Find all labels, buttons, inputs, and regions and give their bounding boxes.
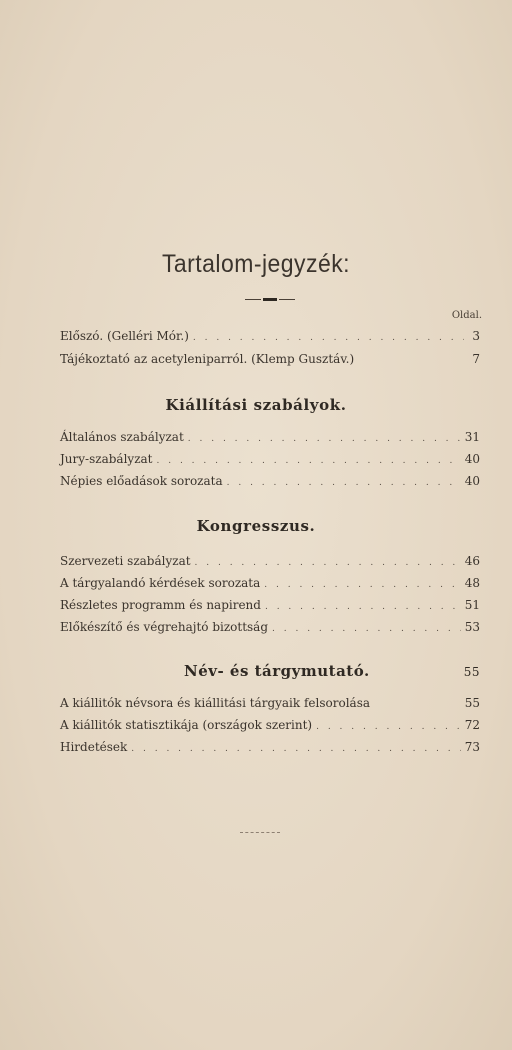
toc-entry bbox=[60, 553, 480, 571]
toc-entry-page: 3 bbox=[472, 329, 480, 343]
toc-entry bbox=[60, 429, 480, 447]
toc-entry bbox=[60, 328, 480, 346]
toc-entry-page: 53 bbox=[464, 620, 480, 634]
leader-dots bbox=[193, 330, 464, 346]
title-ornament bbox=[240, 297, 300, 301]
toc-entry-label: Általános szabályzat bbox=[60, 430, 184, 444]
toc-entry bbox=[60, 575, 480, 593]
toc-entry-label: A tárgyalandó kérdések sorozata bbox=[60, 576, 261, 590]
leader-dots bbox=[316, 719, 461, 735]
toc-entry bbox=[60, 695, 480, 711]
leader-dots bbox=[131, 741, 460, 757]
end-ornament bbox=[240, 832, 280, 834]
leader-dots bbox=[188, 431, 461, 447]
toc-entry-page: 46 bbox=[464, 554, 480, 568]
section-heading: Kongresszus. bbox=[196, 517, 316, 535]
toc-entry-page: 7 bbox=[472, 352, 480, 366]
toc-entry-page: 48 bbox=[464, 576, 480, 590]
section-heading: Név- és tárgymutató. bbox=[184, 662, 370, 680]
section-heading-row bbox=[60, 662, 480, 680]
toc-entry-label: Népies előadások sorozata bbox=[60, 474, 223, 488]
toc-entry-label: Hirdetések bbox=[60, 740, 128, 754]
page-column-header: Oldal. bbox=[451, 310, 482, 321]
toc-entry-page: 40 bbox=[464, 452, 480, 466]
toc-entry-label: A kiállitók névsora és kiállitási tárgyaik felsorolása bbox=[60, 696, 371, 710]
section-heading-page: 55 bbox=[463, 665, 480, 679]
leader-dots bbox=[272, 621, 461, 637]
section-heading: Kiállítási szabályok. bbox=[165, 396, 347, 414]
toc-entry-label: Szervezeti szabályzat bbox=[60, 554, 191, 568]
toc-entry-page: 40 bbox=[464, 474, 480, 488]
toc-entry-label: Jury-szabályzat bbox=[60, 452, 153, 466]
toc-entry bbox=[60, 351, 480, 367]
toc-entry-page: 55 bbox=[464, 696, 480, 710]
toc-entry-label: Tájékoztató az acetyleniparról. (Klemp Gusztáv.) bbox=[60, 352, 355, 366]
toc-entry bbox=[60, 597, 480, 615]
toc-entry-label: A kiállitók statisztikája (országok szerint) bbox=[60, 718, 313, 732]
toc-entry-label: Előszó. (Gelléri Mór.) bbox=[60, 329, 189, 343]
leader-dots bbox=[265, 599, 461, 615]
toc-entry-label: Előkészítő és végrehajtó bizottság bbox=[60, 620, 269, 634]
toc-entry-label: Részletes programm és napirend bbox=[60, 598, 261, 612]
toc-entry bbox=[60, 739, 480, 757]
toc-entry-page: 72 bbox=[464, 718, 480, 732]
page-title: Tartalom-jegyzék: bbox=[161, 250, 351, 278]
leader-dots bbox=[195, 555, 461, 571]
toc-entry-page: 31 bbox=[464, 430, 480, 444]
toc-entry bbox=[60, 473, 480, 491]
leader-dots bbox=[264, 577, 460, 593]
leader-dots bbox=[157, 453, 461, 469]
toc-entry bbox=[60, 717, 480, 735]
toc-entry-page: 51 bbox=[464, 598, 480, 612]
leader-dots bbox=[227, 475, 461, 491]
toc-entry bbox=[60, 619, 480, 637]
toc-entry-page: 73 bbox=[464, 740, 480, 754]
toc-entry bbox=[60, 451, 480, 469]
